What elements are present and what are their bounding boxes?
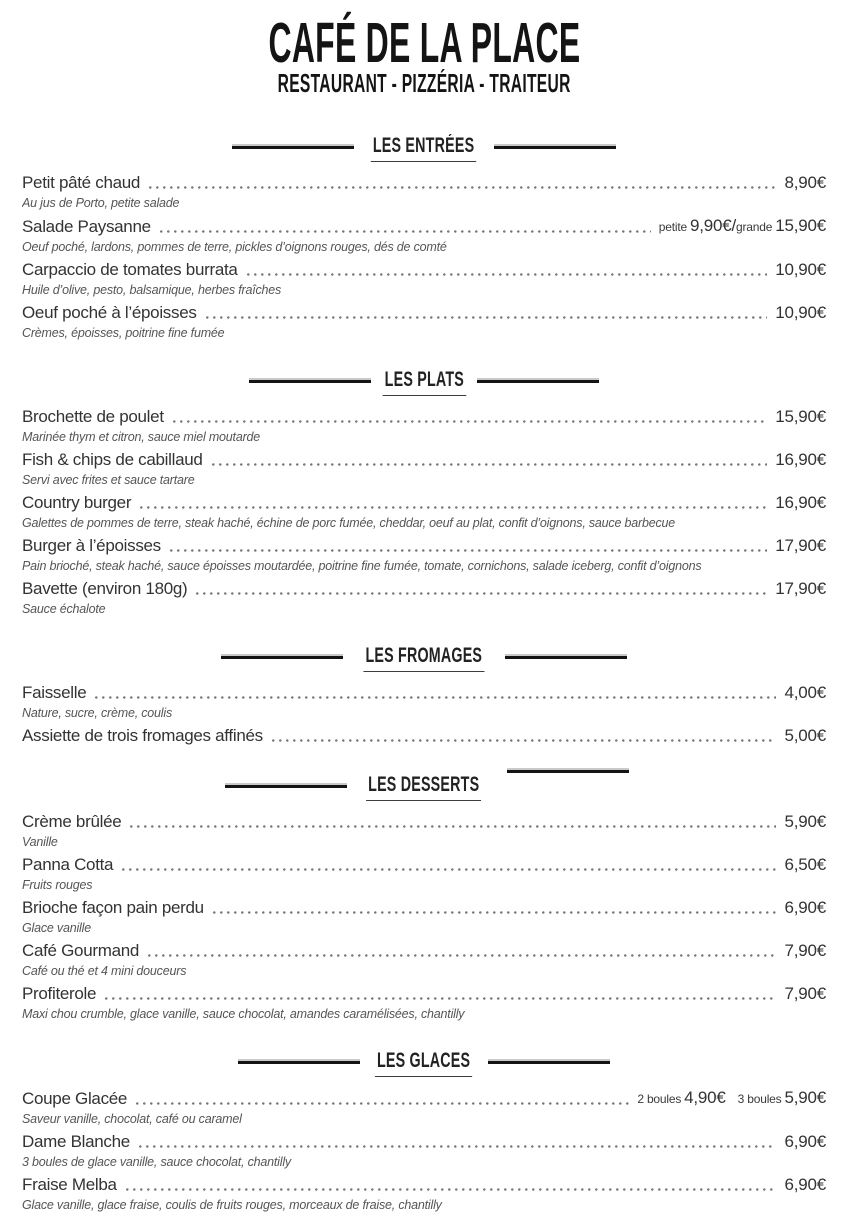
dotted-leader: [105, 997, 776, 1000]
item-description: Maxi chou crumble, glace vanille, sauce chocolat, amandes caramélisées, chantilly: [22, 1007, 465, 1022]
item-row: [22, 1174, 826, 1196]
menu-item: [22, 682, 826, 722]
dotted-leader: [122, 868, 776, 871]
menu-item: [22, 725, 826, 747]
item-price: 16,90€: [775, 450, 826, 470]
item-description: Glace vanille: [22, 921, 91, 936]
section-rule-right: [494, 144, 616, 149]
restaurant-tagline: RESTAURANT - PIZZÉRIA - TRAITEUR: [277, 68, 571, 99]
item-name: Coupe Glacée: [22, 1089, 128, 1109]
menu-item: [22, 578, 826, 618]
item-description: Crèmes, époisses, poitrine fine fumée: [22, 326, 225, 341]
section-header: [22, 134, 826, 162]
menu-item: [22, 535, 826, 575]
menu-item: [22, 215, 826, 256]
item-name: Profiterole: [22, 984, 97, 1004]
item-price: 17,90€: [775, 536, 826, 556]
item-price: 10,90€: [775, 260, 826, 280]
section-items: [22, 811, 826, 1023]
item-name: Burger à l’époisses: [22, 536, 161, 556]
item-price: 6,90€: [784, 898, 826, 918]
item-description: Galettes de pommes de terre, steak haché, échine de porc fumée, cheddar, oeuf au plat, confit d’oignons, sauce barbecue: [22, 516, 676, 531]
menu-item: [22, 1174, 826, 1214]
item-row: [22, 215, 826, 238]
menu-item: [22, 406, 826, 446]
item-name: Assiette de trois fromages affinés: [22, 726, 263, 746]
section-title: LES DESSERTS: [366, 773, 481, 801]
section-header: [22, 368, 826, 396]
menu-item: [22, 1087, 826, 1128]
item-row: [22, 492, 826, 514]
section-rule-right: [477, 378, 599, 383]
item-price: 5,00€: [784, 726, 826, 746]
section-header: [22, 644, 826, 672]
item-name: Panna Cotta: [22, 855, 114, 875]
item-price: 4,00€: [784, 683, 826, 703]
section-items: [22, 172, 826, 342]
price-value: 4,90€: [684, 1088, 726, 1108]
menu-section: [22, 644, 826, 747]
item-price: 17,90€: [775, 579, 826, 599]
item-row: [22, 682, 826, 704]
dotted-leader: [139, 1145, 777, 1148]
item-row: [22, 302, 826, 324]
dotted-leader: [140, 506, 767, 509]
item-row: [22, 725, 826, 747]
menu-item: [22, 1131, 826, 1171]
item-row: [22, 578, 826, 600]
item-row: [22, 172, 826, 194]
item-description: Servi avec frites et sauce tartare: [22, 473, 195, 488]
dotted-leader: [247, 273, 768, 276]
section-title: LES FROMAGES: [364, 644, 485, 672]
dotted-leader: [272, 739, 777, 742]
menu-item: [22, 492, 826, 532]
item-price: 6,90€: [784, 1175, 826, 1195]
price-part: [736, 216, 826, 235]
dotted-leader: [160, 230, 651, 233]
menu-item: [22, 854, 826, 894]
item-description: Vanille: [22, 835, 58, 850]
menu-item: [22, 940, 826, 980]
item-row: [22, 535, 826, 557]
price-size-label: 3 boules: [737, 1092, 782, 1107]
menu-section: [22, 134, 826, 342]
price-separator: /: [731, 216, 737, 236]
item-price: 7,90€: [784, 984, 826, 1004]
price-part: [637, 1088, 725, 1107]
page-title: [22, 11, 826, 75]
dotted-leader: [149, 186, 776, 189]
item-name: Dame Blanche: [22, 1132, 130, 1152]
section-rule-right: [505, 654, 627, 659]
menu-item: [22, 449, 826, 489]
item-row: [22, 406, 826, 428]
item-name: Carpaccio de tomates burrata: [22, 260, 238, 280]
menu-item: [22, 302, 826, 342]
menu-sections: [22, 134, 826, 1214]
item-name: Brochette de poulet: [22, 407, 164, 427]
section-rule-right: [488, 1059, 610, 1064]
item-name: Oeuf poché à l’époisses: [22, 303, 197, 323]
item-price: 5,90€: [784, 812, 826, 832]
section-title: LES PLATS: [382, 368, 465, 396]
section-header: [22, 773, 826, 801]
item-description: Fruits rouges: [22, 878, 93, 893]
price-value: 5,90€: [784, 1088, 826, 1108]
item-row: [22, 1087, 826, 1110]
dotted-leader: [148, 954, 776, 957]
section-title: LES GLACES: [375, 1049, 472, 1077]
dotted-leader: [213, 911, 777, 914]
price-part: [738, 1088, 826, 1107]
item-row: [22, 259, 826, 281]
price-value: 9,90€: [689, 216, 732, 236]
price-size-label: grande: [736, 220, 773, 235]
dotted-leader: [95, 696, 776, 699]
dotted-leader: [206, 316, 768, 319]
item-price: 6,50€: [784, 855, 826, 875]
menu-item: [22, 172, 826, 212]
dotted-leader: [173, 420, 767, 423]
menu-item: [22, 897, 826, 937]
item-price: [659, 215, 826, 238]
dotted-leader: [196, 592, 767, 595]
menu-section: [22, 1049, 826, 1214]
section-title: LES ENTRÉES: [371, 134, 477, 162]
item-name: Fish & chips de cabillaud: [22, 450, 203, 470]
section-rule-left: [221, 654, 343, 659]
item-name: Crème brûlée: [22, 812, 122, 832]
section-rule-left: [232, 144, 354, 149]
dotted-leader: [130, 825, 776, 828]
item-description: Pain brioché, steak haché, sauce époisses moutardée, poitrine fine fumée, tomate, cornichons, salade iceberg, confit d’oignons: [22, 559, 702, 574]
item-row: [22, 940, 826, 962]
section-items: [22, 682, 826, 747]
item-price: 7,90€: [784, 941, 826, 961]
section-rule-right: [507, 768, 629, 773]
item-row: [22, 897, 826, 919]
item-description: Oeuf poché, lardons, pommes de terre, pickles d’oignons rouges, dés de comté: [22, 240, 447, 255]
item-price: 16,90€: [775, 493, 826, 513]
menu-item: [22, 811, 826, 851]
item-row: [22, 854, 826, 876]
dotted-leader: [136, 1102, 629, 1105]
item-description: Huile d’olive, pesto, balsamique, herbes fraîches: [22, 283, 282, 298]
item-row: [22, 1131, 826, 1153]
item-price: 6,90€: [784, 1132, 826, 1152]
menu-item: [22, 983, 826, 1023]
section-items: [22, 406, 826, 618]
dotted-leader: [170, 549, 767, 552]
item-description: Glace vanille, glace fraise, coulis de fruits rouges, morceaux de fraise, chantilly: [22, 1198, 442, 1213]
item-name: Petit pâté chaud: [22, 173, 141, 193]
item-description: Au jus de Porto, petite salade: [22, 196, 180, 211]
item-price: 15,90€: [775, 407, 826, 427]
item-name: Fraise Melba: [22, 1175, 117, 1195]
item-price: [637, 1087, 826, 1110]
section-items: [22, 1087, 826, 1214]
item-name: Faisselle: [22, 683, 87, 703]
menu-section: [22, 368, 826, 618]
section-rule-left: [238, 1059, 360, 1064]
item-description: Marinée thym et citron, sauce miel moutarde: [22, 430, 261, 445]
item-name: Café Gourmand: [22, 941, 140, 961]
price-value: 15,90€: [775, 216, 826, 236]
item-name: Salade Paysanne: [22, 217, 151, 237]
item-name: Brioche façon pain perdu: [22, 898, 204, 918]
item-row: [22, 983, 826, 1005]
item-name: Bavette (environ 180g): [22, 579, 188, 599]
menu-item: [22, 259, 826, 299]
item-description: 3 boules de glace vanille, sauce chocolat, chantilly: [22, 1155, 291, 1170]
item-row: [22, 811, 826, 833]
item-price: 10,90€: [775, 303, 826, 323]
item-name: Country burger: [22, 493, 132, 513]
page-subtitle: [22, 68, 826, 99]
item-description: Café ou thé et 4 mini douceurs: [22, 964, 187, 979]
dotted-leader: [212, 463, 768, 466]
section-rule-left: [225, 783, 347, 788]
restaurant-header: [22, 11, 826, 99]
dotted-leader: [126, 1188, 777, 1191]
item-description: Sauce échalote: [22, 602, 106, 617]
section-rule-left: [249, 378, 371, 383]
item-row: [22, 449, 826, 471]
restaurant-name: CAFÉ DE LA PLACE: [268, 11, 580, 75]
price-size-label: 2 boules: [637, 1092, 682, 1107]
section-header: [22, 1049, 826, 1077]
item-description: Nature, sucre, crème, coulis: [22, 706, 173, 721]
price-size-label: petite: [658, 220, 687, 235]
menu-section: [22, 773, 826, 1023]
item-description: Saveur vanille, chocolat, café ou caramel: [22, 1112, 242, 1127]
price-part: [659, 216, 732, 235]
item-price: 8,90€: [784, 173, 826, 193]
